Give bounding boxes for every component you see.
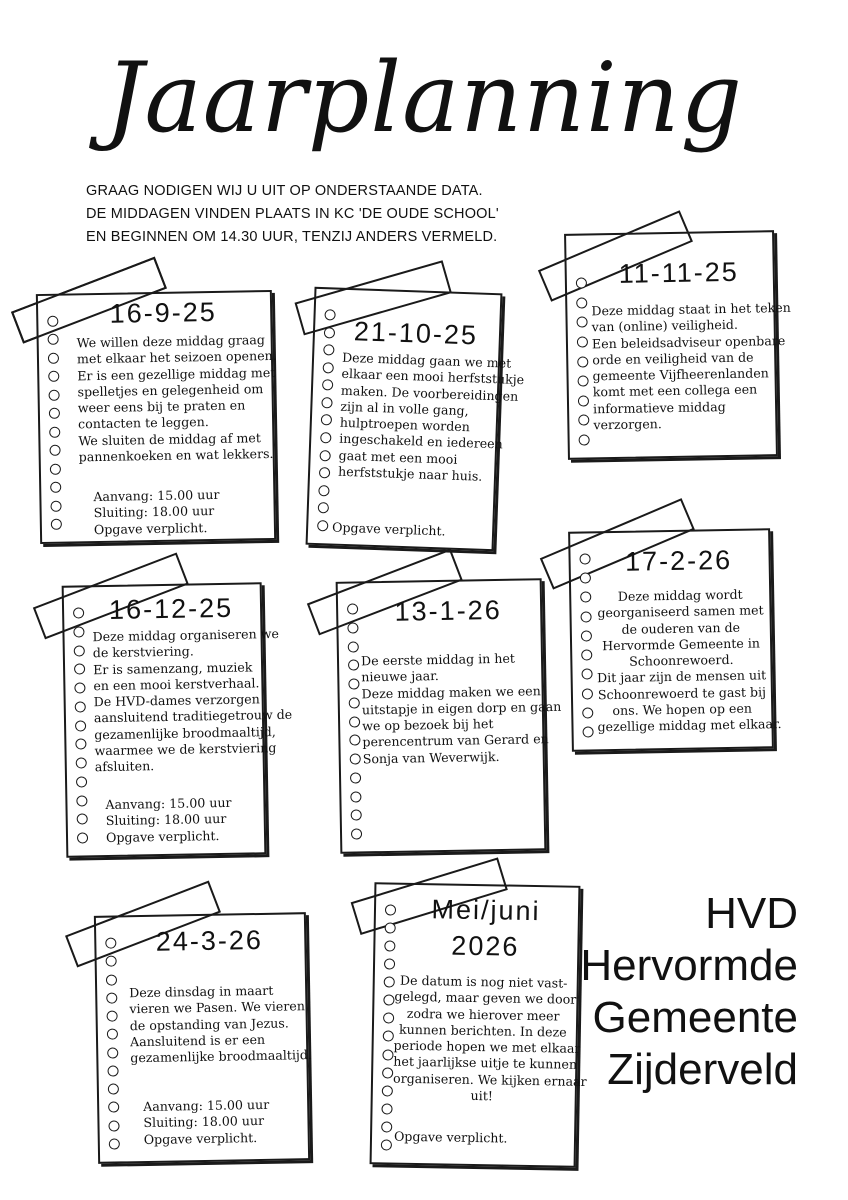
ring-hole <box>576 317 587 328</box>
ring-hole <box>349 753 360 764</box>
ring-hole <box>575 277 586 288</box>
organization-line: Hervormde <box>580 941 798 990</box>
event-footer: Opgave verplicht. <box>393 1128 508 1146</box>
ring-hole <box>106 992 117 1003</box>
ring-hole <box>108 1120 119 1131</box>
intro-line: EN BEGINNEN OM 14.30 UUR, TENZIJ ANDERS VERMELD. <box>86 229 498 245</box>
event-date: 11-11-25 <box>618 256 740 289</box>
event-description: Deze middag wordt georganiseerd samen met de ouderen van de Hervormde Gemeente in Schoonrewoerd. Dit jaar zijn de mensen uit Schoonrewoerd te gast bij ons. We hopen op een gezellige middag met elkaar. <box>596 586 782 735</box>
ring-hole <box>382 1067 393 1078</box>
event-description: De eerste middag in het nieuwe jaar. Deze middag maken we een uitstapje in eigen dorp en gaan we op bezoek bij het perencentrum van Gerard en Sonja van Weverwijk. <box>360 650 562 767</box>
intro-text <box>86 180 546 249</box>
event-description: Deze middag organiseren we de kerstviering. Er is samenzang, muziek en een mooi kerstverhaal. De HVD-dames verzorgen aansluitend traditiegetrouw de gezamenlijke broodmaaltijd, waarmee we de kerstviering afsluiten. <box>92 625 293 775</box>
event-date-line: Mei/juni <box>431 894 541 927</box>
page-title: Jaarplanning <box>105 42 743 154</box>
ring-hole <box>49 445 60 456</box>
organization-line: Gemeente <box>592 993 798 1042</box>
ring-hole <box>48 371 59 382</box>
ring-hole <box>73 645 84 656</box>
ring-hole <box>108 1138 119 1149</box>
ring-hole <box>49 426 60 437</box>
event-card-mei-juni-2026 <box>370 882 587 1168</box>
ring-hole <box>73 607 84 618</box>
ring-hole <box>347 641 358 652</box>
ring-hole <box>47 334 58 345</box>
ring-hole <box>75 776 86 787</box>
ring-hole <box>50 482 61 493</box>
event-footer: Aanvang: 15.00 uur Sluiting: 18.00 uur Opgave verplicht. <box>105 794 232 845</box>
ring-hole <box>317 502 328 513</box>
ring-hole <box>578 434 589 445</box>
ring-hole <box>576 297 587 308</box>
ring-hole <box>579 573 590 584</box>
ring-hole <box>380 1139 391 1150</box>
ring-hole <box>47 353 58 364</box>
event-card-24-3-26 <box>94 912 313 1164</box>
ring-hole <box>321 397 332 408</box>
ring-hole <box>75 739 86 750</box>
ring-hole <box>50 519 61 530</box>
ring-hole <box>76 832 87 843</box>
event-date: 21-10-25 <box>353 316 479 351</box>
ring-hole <box>107 1065 118 1076</box>
ring-hole <box>76 814 87 825</box>
ring-hole <box>581 688 592 699</box>
ring-hole <box>107 1047 118 1058</box>
ring-hole <box>381 1103 392 1114</box>
ring-hole <box>581 669 592 680</box>
ring-hole <box>579 553 590 564</box>
ring-hole <box>582 726 593 737</box>
ring-hole <box>324 309 335 320</box>
event-description: Deze middag gaan we met elkaar een mooi herfststukje maken. De voorbereidingen zijn al in volle gang, hulptroepen worden ingeschakeld en iedereen gaat met een mooi herfststukje naar huis. <box>337 349 525 484</box>
ring-hole <box>321 379 332 390</box>
intro-line: GRAAG NODIGEN WIJ U UIT OP ONDERSTAANDE DATA. <box>86 183 483 199</box>
ring-hole <box>577 376 588 387</box>
ring-hole <box>384 922 395 933</box>
ring-hole <box>49 463 60 474</box>
ring-hole <box>318 485 329 496</box>
ring-hole <box>580 630 591 641</box>
spiral-rings <box>574 277 591 445</box>
ring-hole <box>582 707 593 718</box>
ring-hole <box>317 520 328 531</box>
ring-hole <box>581 649 592 660</box>
ring-hole <box>74 701 85 712</box>
ring-hole <box>384 904 395 915</box>
event-description: Deze middag staat in het teken van (online) veiligheid. Een beleidsadviseur openbare orde en veiligheid van de gemeente Vijfheerenlanden komt met een collega een informatieve middag verzorgen. <box>591 299 791 433</box>
ring-hole <box>107 1084 118 1095</box>
ring-hole <box>383 995 394 1006</box>
ring-hole <box>320 415 331 426</box>
organization-line: Zijderveld <box>607 1045 798 1094</box>
ring-hole <box>74 720 85 731</box>
ring-hole <box>319 450 330 461</box>
ring-hole <box>350 791 361 802</box>
ring-hole <box>323 327 334 338</box>
ring-hole <box>47 316 58 327</box>
ring-hole <box>50 500 61 511</box>
ring-hole <box>382 1031 393 1042</box>
ring-hole <box>577 356 588 367</box>
ring-hole <box>383 977 394 988</box>
event-card-13-1-26 <box>336 578 562 854</box>
ring-hole <box>381 1085 392 1096</box>
event-footer: Aanvang: 15.00 uur Sluiting: 18.00 uur Opgave verplicht. <box>93 486 220 537</box>
ring-hole <box>323 344 334 355</box>
ring-hole <box>348 716 359 727</box>
ring-hole <box>349 772 360 783</box>
organization-name <box>558 888 798 1096</box>
ring-hole <box>322 362 333 373</box>
event-footer: Aanvang: 15.00 uur Sluiting: 18.00 uur Opgave verplicht. <box>143 1096 270 1147</box>
event-footer: Opgave verplicht. <box>331 519 446 539</box>
event-date-line: 2026 <box>451 930 520 962</box>
ring-hole <box>348 660 359 671</box>
ring-hole <box>384 941 395 952</box>
ring-hole <box>350 810 361 821</box>
event-date <box>397 891 574 966</box>
ring-hole <box>382 1049 393 1060</box>
event-date: 16-12-25 <box>108 592 234 625</box>
ring-hole <box>76 795 87 806</box>
event-card-17-2-26 <box>568 528 782 751</box>
event-date: 24-3-26 <box>155 924 264 957</box>
ring-hole <box>105 937 116 948</box>
ring-hole <box>347 603 358 614</box>
event-date: 13-1-26 <box>394 594 502 627</box>
event-date: 16-9-25 <box>109 296 217 329</box>
ring-hole <box>348 697 359 708</box>
ring-hole <box>580 611 591 622</box>
ring-hole <box>577 395 588 406</box>
ring-hole <box>108 1102 119 1113</box>
ring-hole <box>106 1011 117 1022</box>
ring-hole <box>74 664 85 675</box>
ring-hole <box>106 1029 117 1040</box>
ring-hole <box>348 678 359 689</box>
event-description: We willen deze middag graag met elkaar het seizoen openen. Er is een gezellige middag met spelletjes en gelegenheid om weer eens bij te praten en contacten te leggen. We sluiten de middag af met pannenkoeken en wat lekkers. <box>76 332 277 465</box>
event-card-21-10-25 <box>306 287 525 551</box>
ring-hole <box>105 956 116 967</box>
ring-hole <box>48 408 59 419</box>
ring-hole <box>347 622 358 633</box>
event-card-16-9-25 <box>36 290 276 544</box>
ring-hole <box>318 467 329 478</box>
organization-line: HVD <box>705 889 798 938</box>
event-date: 17-2-26 <box>624 544 733 577</box>
ring-hole <box>576 336 587 347</box>
ring-hole <box>383 1013 394 1024</box>
event-description: Deze dinsdag in maart vieren we Pasen. We vieren de opstanding van Jezus. Aansluitend is er een gezamenlijke broodmaaltijd. <box>129 982 313 1066</box>
event-card-11-11-25 <box>564 230 791 460</box>
ring-hole <box>580 592 591 603</box>
ring-hole <box>74 682 85 693</box>
ring-hole <box>320 432 331 443</box>
event-card-16-12-25 <box>62 582 293 857</box>
ring-hole <box>105 974 116 985</box>
ring-hole <box>381 1121 392 1132</box>
ring-hole <box>350 828 361 839</box>
ring-hole <box>578 415 589 426</box>
event-description: De datum is nog niet vast- gelegd, maar geven we door zodra we hierover meer kunnen berichten. In deze periode hopen we met elkaar het jaarlijkse uitje te kunnen organiseren. We kijken ernaar uit! <box>392 972 587 1104</box>
ring-hole <box>383 959 394 970</box>
ring-hole <box>75 757 86 768</box>
ring-hole <box>349 735 360 746</box>
ring-hole <box>73 626 84 637</box>
ring-hole <box>48 390 59 401</box>
intro-line: DE MIDDAGEN VINDEN PLAATS IN KC 'DE OUDE SCHOOL' <box>86 206 499 222</box>
